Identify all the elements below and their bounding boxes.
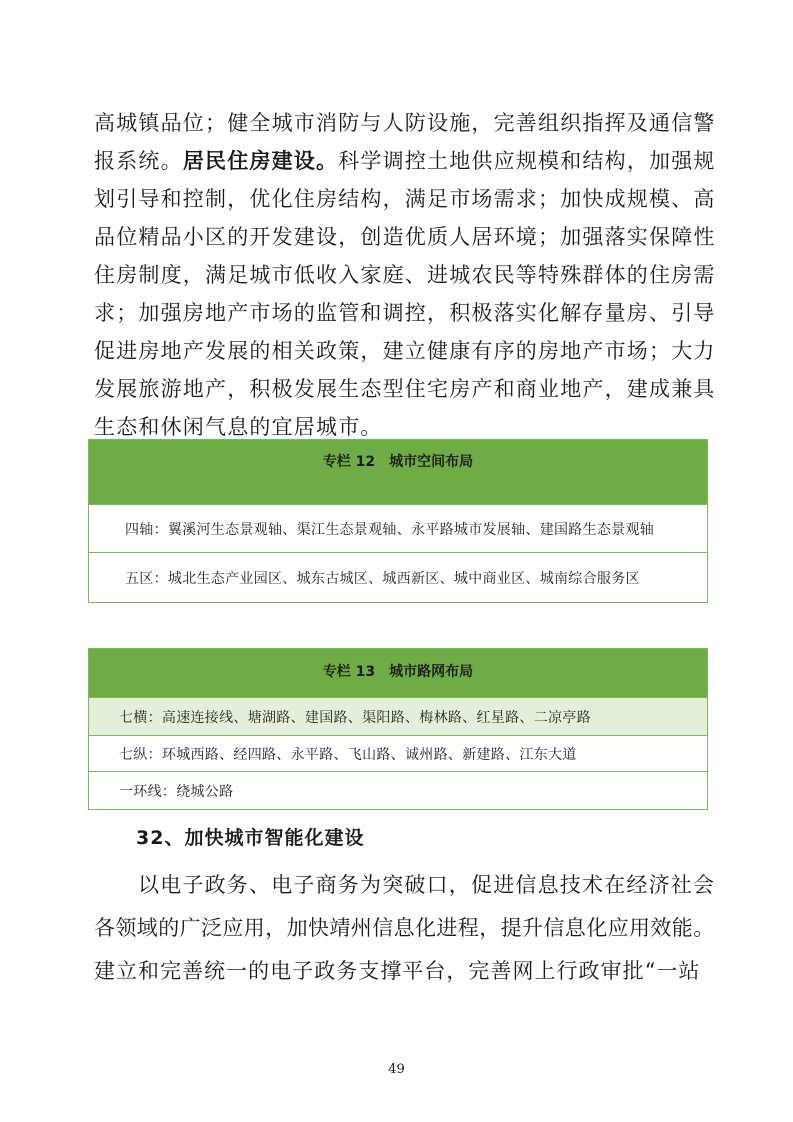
text-line: 以电子政务、电子商务为突破口，促进信息技术在经济社会 [138, 873, 716, 897]
box-row: 一环线：绕城公路 [89, 771, 707, 809]
text-line: 品位精品小区的开发建设，创造优质人居环境；加强落实保障性 [94, 225, 716, 249]
text-line: 求；加强房地产市场的监管和调控，积极落实化解存量房、引导 [94, 301, 716, 325]
section-heading: 32、加快城市智能化建设 [136, 827, 365, 849]
box-row: 五区：城北生态产业园区、城东古城区、城西新区、城中商业区、城南综合服务区 [89, 552, 707, 602]
text-line: 发展旅游地产，积极发展生态型住宅房产和商业地产，建成兼具 [94, 377, 716, 401]
text-line: 促进房地产发展的相关政策，建立健康有序的房地产市场；大力 [94, 339, 716, 363]
text-line: 报系统。居民住房建设。科学调控土地供应规模和结构，加强规 [94, 149, 716, 173]
text-line: 高城镇品位；健全城市消防与人防设施，完善组织指挥及通信警 [94, 111, 716, 135]
text-line: 生态和休闲气息的宜居城市。 [94, 415, 383, 439]
column-box-13 [88, 648, 708, 810]
bold-subheading: 居民住房建设。 [182, 149, 339, 173]
box-row: 七横：高速连接线、塘湖路、建国路、渠阳路、梅林路、红星路、二凉亭路 [89, 697, 707, 735]
box-title: 专栏 13 城市路网布局 [89, 649, 707, 697]
box-row: 四轴：翼溪河生态景观轴、渠江生态景观轴、永平路城市发展轴、建国路生态景观轴 [89, 504, 707, 552]
box-row: 七纵：环城西路、经四路、永平路、飞山路、诚州路、新建路、江东大道 [89, 735, 707, 771]
text-line: 各领域的广泛应用，加快靖州信息化进程，提升信息化应用效能。 [94, 916, 715, 940]
column-box-12 [88, 439, 708, 603]
box-title: 专栏 12 城市空间布局 [89, 440, 707, 504]
text-line: 建立和完善统一的电子政务支撑平台，完善网上行政审批“一站 [94, 959, 700, 983]
text-line: 住房制度，满足城市低收入家庭、进城农民等特殊群体的住房需 [94, 263, 716, 287]
text-line: 划引导和控制，优化住房结构，满足市场需求；加快成规模、高 [94, 187, 716, 211]
page-number: 49 [388, 1062, 405, 1077]
section-paragraph [94, 864, 716, 993]
body-paragraph [94, 104, 716, 446]
